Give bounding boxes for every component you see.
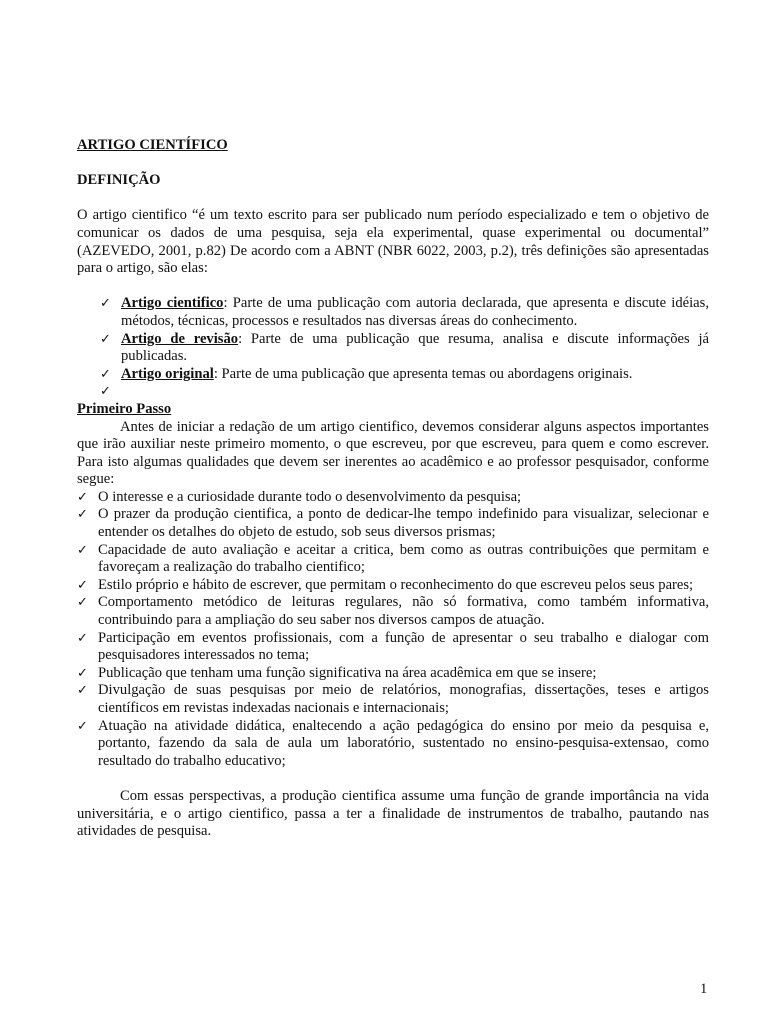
check-icon: ✓	[77, 718, 88, 734]
check-icon: ✓	[77, 683, 88, 699]
check-icon: ✓	[77, 595, 88, 611]
page-number: 1	[700, 981, 708, 997]
list-item	[54, 577, 709, 595]
check-icon: ✓	[100, 331, 111, 347]
check-icon: ✓	[100, 384, 111, 400]
document-body	[77, 137, 709, 841]
definition-paragraph: O artigo cientifico “é um texto escrito para ser publicado num período especializado e tem o objetivo de comunicar os dados de uma pesquisa, seja ela experimental, quase experimental ou documental” (AZEVEDO, 2001, p.82) De acordo com a ABNT (NBR 6022, 2003, p.2), três definições são apresentadas para o artigo, são elas:	[77, 207, 709, 277]
quality-text: O prazer da produção cientifica, a ponto de dedicar-lhe tempo indefinido para visualizar, selecionar e entender os detalhes do objeto de estudo, sob seus diversos prismas;	[98, 506, 709, 541]
check-icon: ✓	[77, 577, 88, 593]
definitions-list	[77, 295, 709, 401]
list-item	[77, 331, 709, 366]
list-item	[77, 366, 709, 384]
definition-text: : Parte de uma publicação que apresenta temas ou abordagens originais.	[213, 365, 633, 382]
check-icon: ✓	[77, 630, 88, 646]
quality-text: O interesse e a curiosidade durante todo o desenvolvimento da pesquisa;	[98, 488, 522, 505]
closing-paragraph: Com essas perspectivas, a produção cientifica assume uma função de grande importância na vida universitária, e o artigo cientifico, passa a ter a finalidade de instrumentos de trabalho, pautando nas atividades de pesquisa.	[77, 787, 709, 840]
definition-heading: DEFINIÇÃO	[77, 172, 161, 189]
check-icon: ✓	[100, 366, 111, 382]
definition-term: Artigo de revisão	[121, 330, 239, 347]
definition-text: : Parte de uma publicação com autoria declarada, que apresenta e discute idéias, métodos, técnicas, processos e resultados nas diversas áreas do conhecimento.	[121, 295, 709, 329]
definition-text: : Parte de uma publicação que resuma, analisa e discute informações já publicadas.	[121, 330, 709, 365]
list-item	[54, 718, 709, 771]
list-item	[54, 682, 709, 717]
check-icon: ✓	[77, 542, 88, 558]
check-icon: ✓	[77, 489, 88, 505]
list-item	[54, 489, 709, 507]
quality-text: Comportamento metódico de leituras regulares, não só formativa, como também informativa, contribuindo para a ampliação do seu saber nos diversos campos de atuação.	[98, 594, 709, 629]
document-title: ARTIGO CIENTÍFICO	[77, 137, 228, 153]
list-item	[77, 383, 709, 401]
list-item	[77, 295, 709, 330]
check-icon: ✓	[77, 665, 88, 681]
quality-text: Publicação que tenham uma função significativa na área acadêmica em que se insere;	[98, 664, 597, 681]
list-item	[54, 665, 709, 683]
first-step-paragraph: Antes de iniciar a redação de um artigo cientifico, devemos considerar alguns aspectos importantes que irão auxiliar neste primeiro momento, o que escreveu, por que escreveu, para quem e como escrever. Para isto algumas qualidades que devem ser inerentes ao acadêmico e ao professor pesquisador, conforme segue:	[77, 418, 709, 488]
check-icon: ✓	[77, 507, 88, 523]
definition-term: Artigo cientifico	[121, 295, 224, 312]
quality-text: Divulgação de suas pesquisas por meio de relatórios, monografias, dissertações, teses e artigos científicos em revistas indexadas nacionais e internacionais;	[98, 682, 709, 716]
quality-text: Estilo próprio e hábito de escrever, que permitam o reconhecimento do que escreveu pelos seus pares;	[98, 576, 694, 593]
list-item	[54, 506, 709, 541]
quality-text: Atuação na atividade didática, enaltecendo a ação pedagógica do ensino por meio da pesquisa e, portanto, fazendo da sala de aula um laboratório, sustentado no ensino-pesquisa-extensao, como resultado do trabalho educativo;	[98, 717, 709, 769]
list-item	[54, 542, 709, 577]
quality-text: Capacidade de auto avaliação e aceitar a critica, bem como as outras contribuições que permitam e favoreçam a realização do trabalho cientifico;	[98, 541, 709, 576]
first-step-heading: Primeiro Passo	[77, 400, 172, 417]
list-item	[54, 594, 709, 629]
quality-text: Participação em eventos profissionais, com a função de apresentar o seu trabalho e dialogar com pesquisadores interessados no tema;	[98, 629, 709, 664]
definition-term: Artigo original	[121, 365, 214, 382]
list-item	[54, 630, 709, 665]
qualities-list	[54, 489, 709, 771]
check-icon: ✓	[100, 296, 111, 312]
